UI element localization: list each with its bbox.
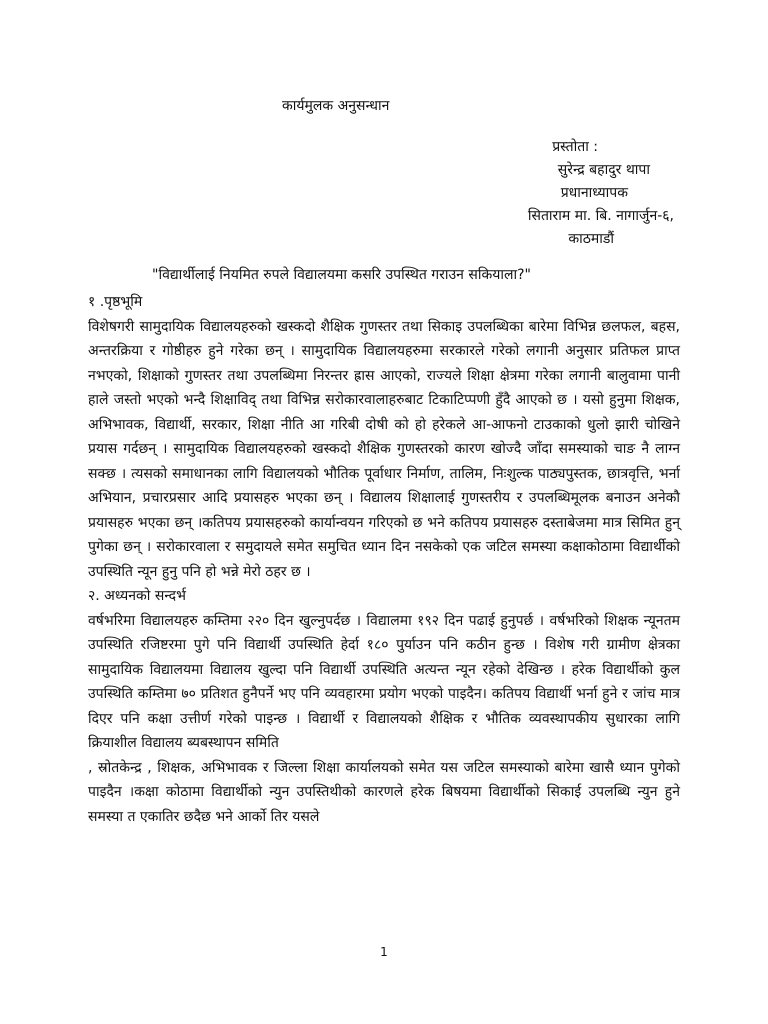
document-title: कार्यमुलक अनुसन्धान [282, 98, 390, 114]
author-role: प्रधानाध्यापक [560, 185, 628, 201]
presenter-label: प्रस्तोता : [552, 139, 598, 155]
research-question: "विद्यार्थीलाई नियमित रुपले विद्यालयमा कसरि उपस्थित गराउन सकियाला?" [152, 267, 531, 283]
author-block [528, 136, 674, 251]
document-body [88, 290, 680, 829]
section-heading-context: २. अध्यनको सन्दर्भ [88, 588, 186, 604]
paragraph-background: विशेषगरी सामुदायिक विद्यालयहरुको खस्कदो शैक्षिक गुणस्तर तथा सिकाइ उपलब्धिका बारेमा विभिन्न छलफल, बहस, अन्तरक्रिया र गोष्ठीहरु हुने गरेका छन् । सामुदायिक विद्यालयहरुमा सरकारले गरेको लगानी अनुसार प्रतिफल प्राप्त नभएको, शिक्षाको गुणस्तर तथा उपलब्धिमा निरन्तर ह्रास आएको, राज्यले शिक्षा क्षेत्रमा गरेका लगानी बालुवामा पानी हाले जस्तो भएको भन्दै शिक्षाविद् तथा विभिन्न सरोकारवालाहरुबाट टिकाटिप्पणी हुँदै आएको छ । यसो हुनुमा शिक्षक, अभिभावक, विद्यार्थी, सरकार, शिक्षा नीति आ गरिबी दोषी को हो हरेकले आ-आफनो टाउकाको धुलो झारी चोखिने प्रयास गर्दछन् । सामुदायिक विद्यालयहरुको खस्कदो शैक्षिक गुणस्तरको कारण खोज्दै जाँदा समस्याको चाङ नै लाग्न सक्छ । त्यसको समाधानका लागि विद्यालयको भौतिक पूर्वाधार निर्माण, तालिम, निःशुल्क पाठ्यपुस्तक, छात्रवृत्ति, भर्ना अभियान, प्रचारप्रसार आदि प्रयासहरु भएका छन् । विद्यालय शिक्षालाई गुणस्तरीय र उपलब्धिमूलक बनाउन अनेकौ प्रयासहरु भएका छन् ।कतिपय प्रयासहरुको कार्यान्वयन गरिएको छ भने कतिपय प्रयासहरु दस्ताबेजमा मात्र सिमित हुन् पुगेका छन् । सरोकारवाला र समुदायले समेत समुचित ध्यान दिन नसकेको एक जटिल समस्या कक्षाकोठामा विद्यार्थीको उपस्थिति न्यून हुनु पनि हो भन्ने मेरो ठहर छ । [88, 318, 680, 580]
page-number: 1 [380, 945, 388, 959]
paragraph-context-2: , स्रोतकेन्द्र , शिक्षक, अभिभावक र जिल्ला शिक्षा कार्यालयको समेत यस जटिल समस्याको बारेमा खासै ध्यान पुगेको पाइदैन ।कक्षा कोठामा विद्यार्थीको न्युन उपस्तिथीको कारणले हरेक बिषयमा विद्यार्थीको सिकाई उपलब्धि न्युन हुने समस्या त एकातिर छदैछ भने आर्को तिर यसले [88, 759, 680, 825]
paragraph-context-1: वर्षभरिमा विद्यालयहरु कम्तिमा २२० दिन खुल्नुपर्दछ । विद्यालमा १९२ दिन पढाई हुनुपर्छ । वर्षभरिको शिक्षक न्यूनतम उपस्थिति रजिष्टरमा पुगे पनि विद्यार्थी उपस्थिति हेर्दा १८० पुर्याउन पनि कठीन हुन्छ । विशेष गरी ग्रामीण क्षेत्रका सामुदायिक विद्यालयमा विद्यालय खुल्दा पनि विद्यार्थी उपस्थिति अत्यन्त न्यून रहेको देखिन्छ । हरेक विद्यार्थीको कुल उपस्थिति कम्तिमा ७० प्रतिशत हुनैपर्ने भए पनि व्यवहारमा प्रयोग भएको पाइदैन। कतिपय विद्यार्थी भर्ना हुने र जांच मात्र दिएर पनि कक्षा उत्तीर्ण गरेको पाइन्छ । विद्यार्थी र विद्यालयको शैक्षिक र भौतिक व्यवस्थापकीय सुधारका लागि क्रियाशील विद्यालय ब्यबस्थापन समिति [88, 612, 680, 751]
author-name: सुरेन्द्र बहादुर थापा [557, 162, 650, 178]
author-school: सिताराम मा. बि. नागार्जुन-६, [527, 208, 674, 224]
section-heading-background: १ .पृष्ठभूमि [88, 294, 143, 310]
author-city: काठमाडौं [568, 231, 614, 247]
